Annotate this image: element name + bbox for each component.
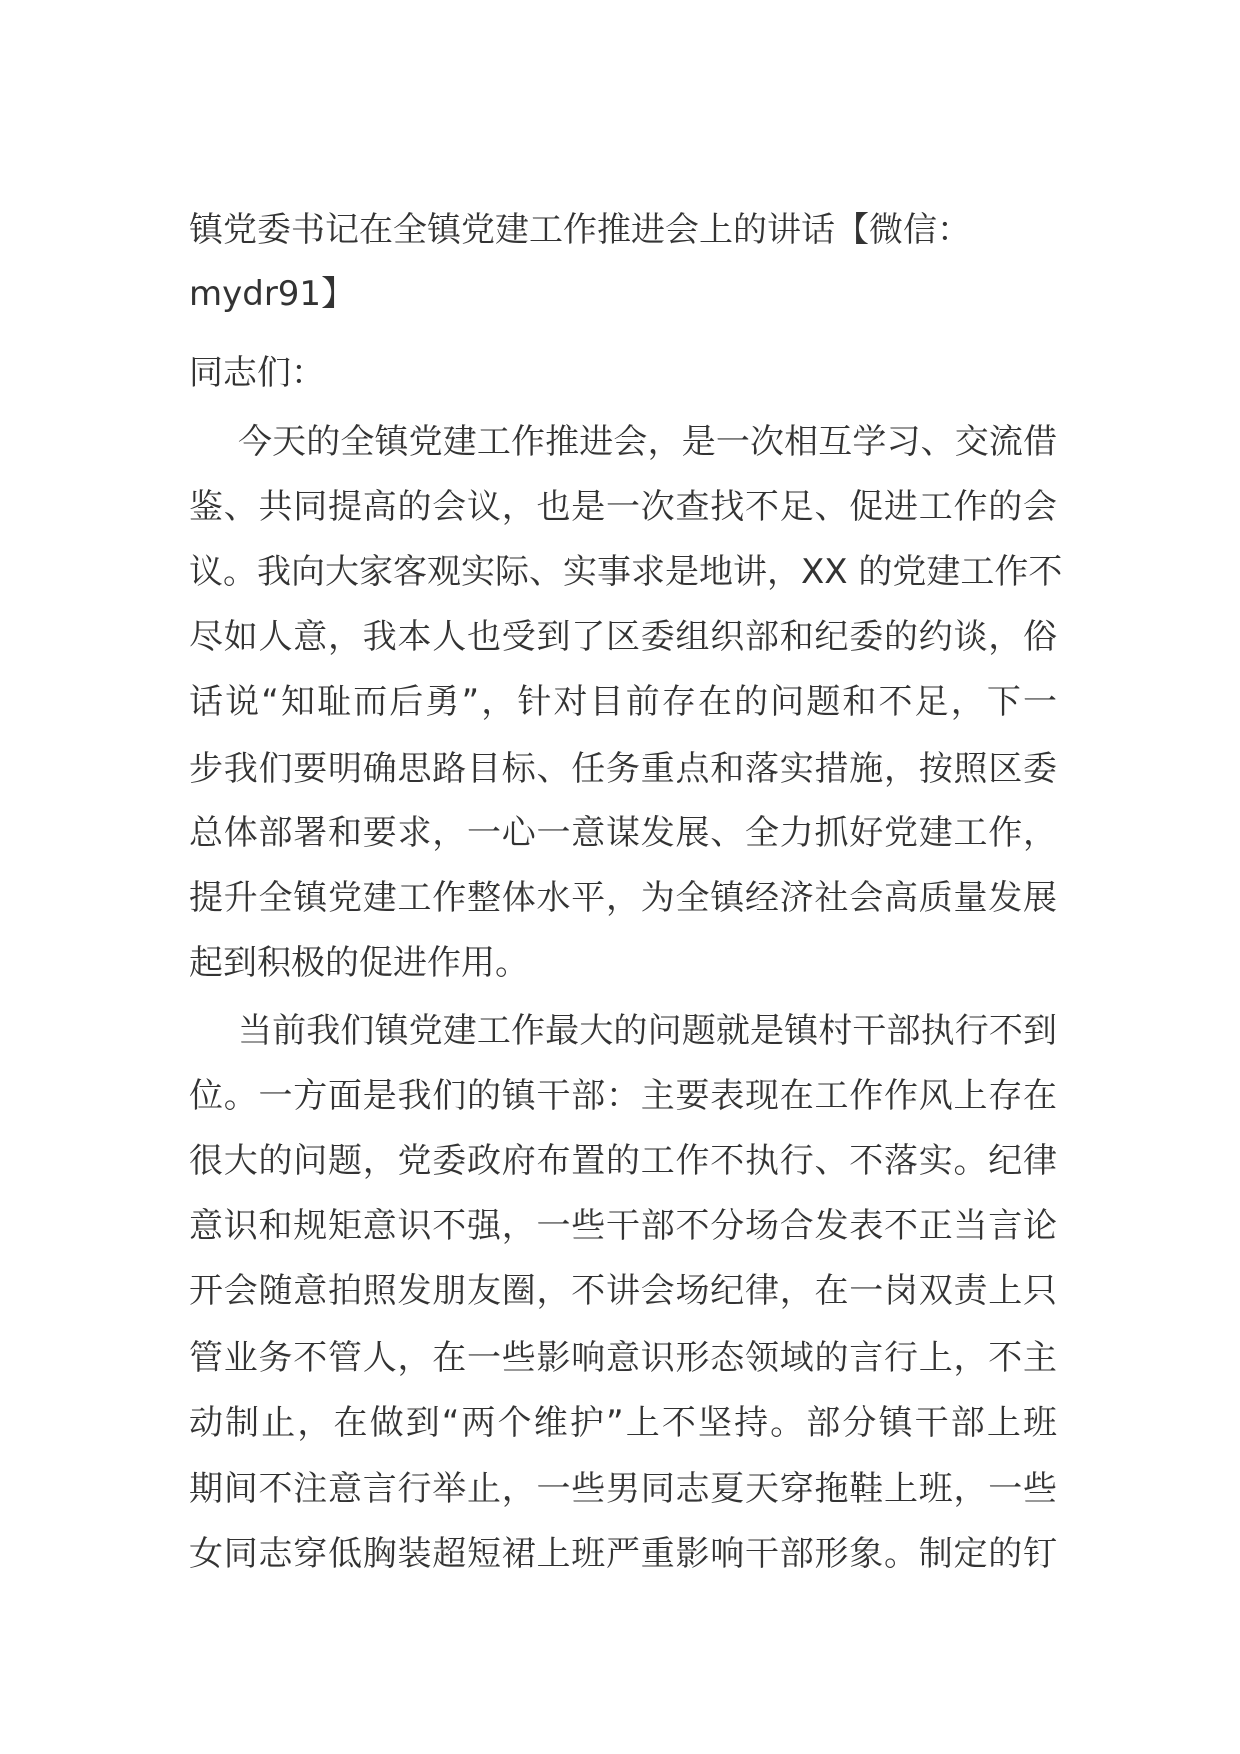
salutation: 同志们：	[189, 353, 325, 393]
paragraph-line: 鉴、共同提高的会议，也是一次查找不足、促进工作的会	[189, 487, 1057, 527]
paragraph-line: 总体部署和要求，一心一意谋发展、全力抓好党建工作，	[189, 813, 1057, 853]
paragraph-line: 期间不注意言行举止，一些男同志夏天穿拖鞋上班，一些	[189, 1469, 1057, 1509]
paragraph-line: 当前我们镇党建工作最大的问题就是镇村干部执行不到	[238, 1011, 1057, 1051]
paragraph-line: 意识和规矩意识不强，一些干部不分场合发表不正当言论	[189, 1206, 1057, 1246]
paragraph-line: 起到积极的促进作用。	[189, 943, 529, 983]
paragraph-line: 话说“知耻而后勇”，针对目前存在的问题和不足，下一	[189, 682, 1057, 722]
paragraph-line: 管业务不管人，在一些影响意识形态领域的言行上，不主	[189, 1338, 1057, 1378]
paragraph-line: 很大的问题，党委政府布置的工作不执行、不落实。纪律	[189, 1141, 1057, 1181]
paragraph-line: 议。我向大家客观实际、实事求是地讲，XX 的党建工作不	[189, 552, 1063, 592]
paragraph-line: 尽如人意，我本人也受到了区委组织部和纪委的约谈，俗	[189, 617, 1057, 657]
paragraph-line: 提升全镇党建工作整体水平，为全镇经济社会高质量发展	[189, 878, 1057, 918]
paragraph-line: 动制止，在做到“两个维护”上不坚持。部分镇干部上班	[189, 1403, 1057, 1443]
paragraph-line: 步我们要明确思路目标、任务重点和落实措施，按照区委	[189, 749, 1057, 789]
paragraph-line: 开会随意拍照发朋友圈，不讲会场纪律，在一岗双责上只	[189, 1271, 1057, 1311]
document-title-line-2: mydr91】	[189, 274, 356, 314]
paragraph-line: 今天的全镇党建工作推进会，是一次相互学习、交流借	[238, 422, 1057, 462]
document-title-line-1: 镇党委书记在全镇党建工作推进会上的讲话【微信：	[189, 210, 971, 250]
paragraph-line: 女同志穿低胸装超短裙上班严重影响干部形象。制定的钉	[189, 1534, 1057, 1574]
paragraph-line: 位。一方面是我们的镇干部：主要表现在工作作风上存在	[189, 1076, 1057, 1116]
